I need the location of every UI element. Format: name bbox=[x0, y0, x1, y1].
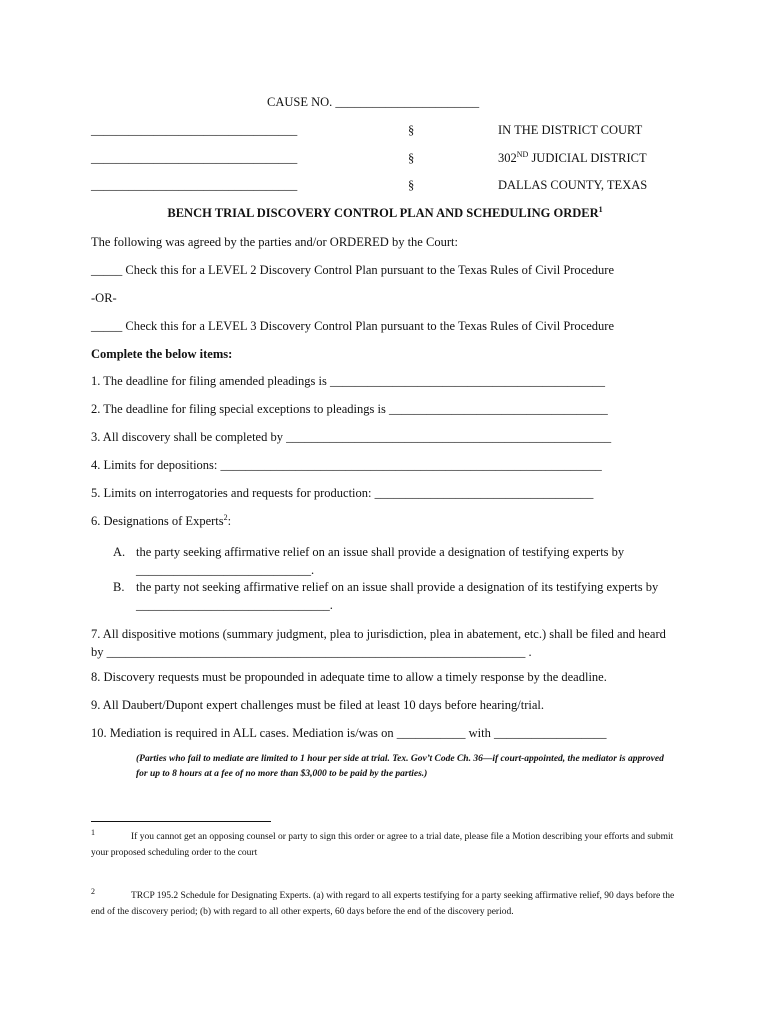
section-symbol: § bbox=[408, 123, 415, 137]
item-deposition-limits: 4. Limits for depositions: _____________________________________________________________ bbox=[91, 458, 602, 472]
item-expert-challenges: 9. All Daubert/Dupont expert challenges must be filed at least 10 days before hearing/trial. bbox=[91, 698, 544, 712]
complete-heading: Complete the below items: bbox=[91, 347, 233, 361]
item-discovery-completed: 3. All discovery shall be completed by ____________________________________________________ bbox=[91, 430, 612, 444]
footnote-text: TRCP 195.2 Schedule for Designating Experts. (a) with regard to all experts testifying for a party seeking affirmative relief, 90 days before the end of the discovery period; (b) with regard to all other experts, 60 days before the end of the discovery period. bbox=[91, 891, 675, 917]
mediation-note: (Parties who fail to mediate are limited to 1 hour per side at trial. Tex. Gov’t Code Ch. 36—if court-appointed, the mediator is approved for up to 8 hours at a fee of no more than $3,000 to be paid by the parties.) bbox=[136, 754, 664, 779]
item-amended-pleadings: 1. The deadline for filing amended pleadings is ____________________________________________ bbox=[91, 374, 605, 388]
item-mediation: 10. Mediation is required in ALL cases. Mediation is/was on ___________ with __________________ bbox=[91, 726, 607, 740]
or-separator: -OR- bbox=[91, 291, 117, 305]
footnote-number: 2 bbox=[91, 887, 95, 896]
cause-number: CAUSE NO. _______________________ bbox=[267, 95, 480, 109]
level-3-option: _____ Check this for a LEVEL 3 Discovery Control Plan pursuant to the Texas Rules of Civil Procedure bbox=[91, 319, 614, 333]
item-special-exceptions: 2. The deadline for filing special exceptions to pleadings is ___________________________________ bbox=[91, 402, 608, 416]
footnote-1 bbox=[91, 829, 681, 861]
sub-item-text: the party not seeking affirmative relief on an issue shall provide a designation of its testifying experts by _______________________________. bbox=[136, 580, 659, 612]
sub-item-b bbox=[113, 578, 683, 614]
item-discovery-requests: 8. Discovery requests must be propounded in adequate time to allow a timely response by the deadline. bbox=[91, 670, 607, 684]
caption-row-1 bbox=[91, 123, 691, 141]
caption-row-2 bbox=[91, 151, 691, 169]
footnote-text: If you cannot get an opposing counsel or party to sign this order or agree to a trial date, please file a Motion describing your efforts and submit your proposed scheduling order to the court bbox=[91, 832, 674, 858]
item-expert-designations bbox=[91, 514, 231, 529]
party-blank: _________________________________ bbox=[91, 151, 298, 165]
court-name: IN THE DISTRICT COURT bbox=[498, 123, 643, 137]
document-title bbox=[0, 206, 770, 221]
sub-item-marker: A. bbox=[113, 545, 126, 559]
footnote-number: 1 bbox=[91, 828, 95, 837]
district-number: 302 bbox=[498, 151, 517, 165]
section-symbol: § bbox=[408, 178, 415, 192]
party-blank: _________________________________ bbox=[91, 178, 298, 192]
sub-item-text: the party seeking affirmative relief on an issue shall provide a designation of testifying experts by ____________________________. bbox=[136, 545, 625, 577]
item-dispositive-motions: 7. All dispositive motions (summary judgment, plea to jurisdiction, plea in abatement, etc.) shall be filed and heard by ___________________________________________________________________ . bbox=[91, 627, 666, 659]
district-label: JUDICIAL DISTRICT bbox=[528, 151, 647, 165]
caption-row-3 bbox=[91, 178, 691, 196]
intro-text: The following was agreed by the parties and/or ORDERED by the Court: bbox=[91, 235, 458, 249]
item-interrogatory-limits: 5. Limits on interrogatories and requests for production: ___________________________________ bbox=[91, 486, 594, 500]
sub-item-marker: B. bbox=[113, 580, 125, 594]
expert-designations-colon: : bbox=[227, 514, 232, 528]
judicial-district bbox=[498, 151, 647, 166]
district-ordinal: ND bbox=[516, 149, 529, 159]
footnote-2 bbox=[91, 888, 681, 920]
expert-designations-label: 6. Designations of Experts bbox=[91, 514, 224, 528]
section-symbol: § bbox=[408, 151, 415, 165]
title-text: BENCH TRIAL DISCOVERY CONTROL PLAN AND SCHEDULING ORDER bbox=[167, 206, 599, 220]
footnote-ref-1: 1 bbox=[598, 204, 603, 214]
footnote-ref-2: 2 bbox=[223, 512, 228, 522]
party-blank: _________________________________ bbox=[91, 123, 298, 137]
sub-item-a bbox=[113, 543, 683, 579]
county-name: DALLAS COUNTY, TEXAS bbox=[498, 178, 648, 192]
level-2-option: _____ Check this for a LEVEL 2 Discovery Control Plan pursuant to the Texas Rules of Civil Procedure bbox=[91, 263, 614, 277]
footnote-divider bbox=[91, 821, 271, 822]
